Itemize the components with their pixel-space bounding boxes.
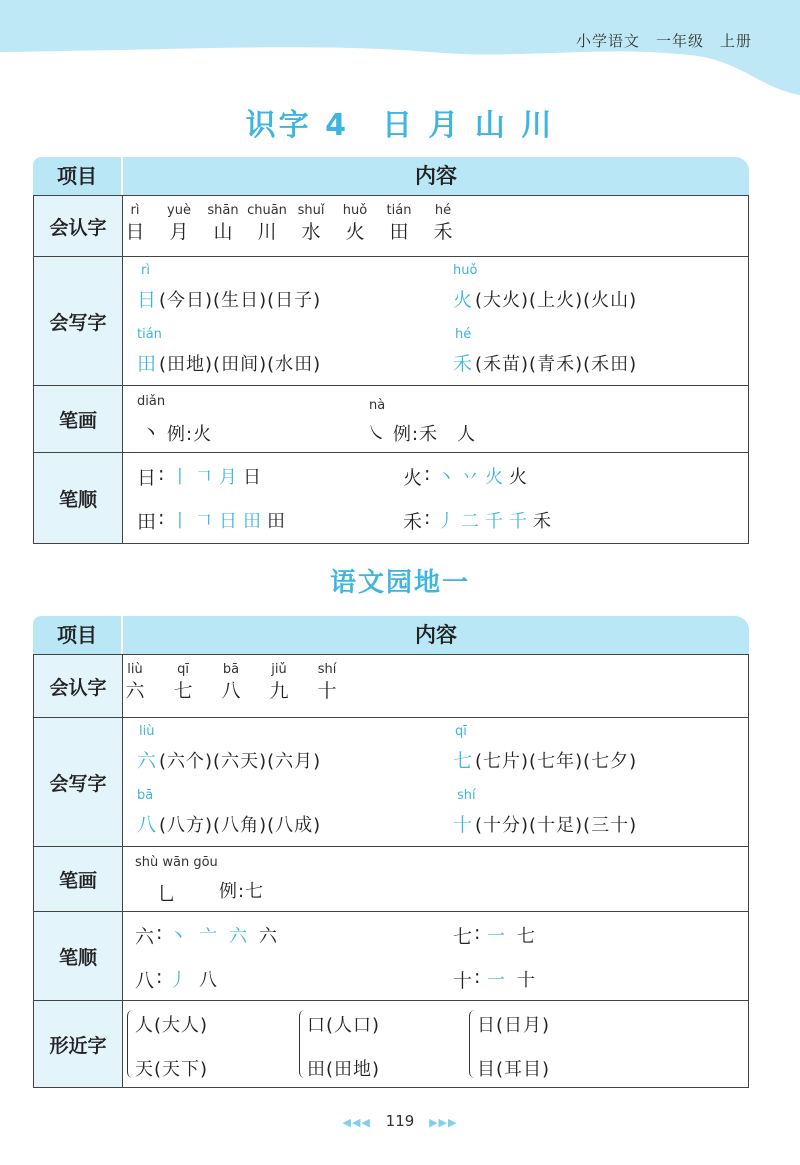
stroke-step: 火 [485,467,503,488]
stroke-step: 六 [229,926,247,947]
stroke-step: 日 [243,467,261,488]
similar-word: 口(人口) [307,1015,381,1036]
read-char: 六 [125,680,145,702]
order-separator: : [474,966,481,988]
pinyin: diǎn [137,394,166,409]
stroke-step: 二 [461,511,479,532]
section2-title: 语文园地一 [329,568,470,598]
page-footer [0,1112,800,1130]
table-row-order [34,452,748,543]
read-chars [123,655,748,717]
read-char: 九 [269,680,289,702]
read-char-pair [307,661,347,703]
similar-chars [123,1001,748,1087]
stroke-step: 一 [487,926,505,947]
row-label: 会写字 [34,718,123,846]
order-separator: : [474,922,481,944]
read-char-pair [247,202,287,244]
read-chars [123,196,748,256]
read-char-pair [423,202,463,244]
pinyin: jiǔ [271,662,287,677]
pinyin: hé [434,203,452,218]
order-separator: : [158,463,165,485]
table-row-similar [34,1000,748,1087]
stroke-step: 七 [517,926,535,947]
row-label: 笔画 [34,386,123,452]
stroke-step: 田 [243,511,261,532]
word-list: (田地)(田间)(水田) [159,354,322,375]
similar-word: 人(大人) [135,1015,209,1036]
read-char-pair [203,202,243,244]
stroke-step: 日 [219,511,237,532]
read-char: 禾 [433,221,453,243]
pinyin: shuǐ [297,203,325,218]
stroke-example: 例:禾 人 [393,424,477,445]
stroke-step: 千 [509,511,527,532]
row-label: 笔顺 [34,453,123,543]
column-header-content: 内容 [123,616,749,654]
table-header [33,616,749,654]
stroke-step: 六 [259,926,277,947]
stroke-order [123,453,748,543]
order-char: 六 [135,926,155,948]
pinyin: tián [386,203,412,218]
pinyin: qī [177,662,189,677]
pinyin: shí [457,788,476,803]
stroke-glyph: 乚 [157,883,177,905]
pinyin: yuè [167,203,191,218]
write-char: 十 [453,814,473,836]
pinyin: nà [369,398,386,413]
stroke-step: 田 [267,511,285,532]
stroke-step: 丶 [437,467,455,488]
stroke-step: 千 [485,511,503,532]
order-char: 日 [137,467,157,489]
read-char: 火 [345,221,365,243]
pinyin: liù [127,662,143,677]
order-separator: : [156,922,163,944]
stroke-step: 丷 [461,467,479,488]
stroke-step: 丨 [171,511,189,532]
similar-word: 天(天下) [135,1059,209,1080]
arrow-right-icon: ▶▶▶ [429,1116,458,1129]
table-row-write [34,717,748,846]
row-label: 形近字 [34,1001,123,1087]
stroke-step: 火 [509,467,527,488]
write-char: 田 [137,353,157,375]
pinyin: bā [222,662,240,677]
stroke-step: 禾 [533,511,551,532]
stroke-glyph: ㇏ [367,422,387,444]
column-header-item: 项目 [33,157,121,195]
pinyin: liù [139,724,155,739]
stroke-step: 丿 [169,970,187,991]
stroke-example: 例:七 [219,881,265,902]
stroke-step: 十 [517,970,535,991]
pinyin: bā [137,788,154,803]
table-row-write [34,256,748,385]
word-list: (八方)(八角)(八成) [159,815,322,836]
stroke-step: 亠 [199,926,217,947]
pinyin: tián [137,327,162,342]
word-list: (十分)(十足)(三十) [475,815,638,836]
row-label: 会认字 [34,196,123,256]
read-char-pair [115,661,155,703]
row-label: 会认字 [34,655,123,717]
book-header: 小学语文 一年级 上册 [575,32,752,50]
pinyin: rì [141,263,150,278]
stroke-step: 丿 [437,511,455,532]
read-char: 十 [317,680,337,702]
table-row-stroke [34,846,748,911]
stroke-items [123,847,748,911]
row-label: 会写字 [34,257,123,385]
pinyin: qī [455,724,467,739]
write-char: 七 [453,750,473,772]
read-char: 川 [257,221,277,243]
stroke-items [123,386,748,452]
pinyin: rì [130,203,140,218]
page-number: 119 [385,1112,415,1130]
table-row-order [34,911,748,1000]
order-char: 火 [403,467,423,489]
write-items [123,718,748,846]
read-char: 日 [125,221,145,243]
stroke-example: 例:火 [167,424,213,445]
read-char: 山 [213,221,233,243]
write-char: 禾 [453,353,473,375]
write-items [123,257,748,385]
order-char: 七 [453,926,473,948]
arrow-left-icon: ◀◀◀ [342,1116,371,1129]
write-char: 日 [137,289,157,311]
order-char: 禾 [403,511,423,533]
pinyin: shù wān gōu [135,855,218,870]
stroke-step: 丶 [169,926,187,947]
write-char: 六 [137,750,157,772]
read-char: 七 [173,680,193,702]
read-char-pair [115,202,155,244]
section1-title: 识字 4 日 月 山 川 [245,108,555,143]
table-row-stroke [34,385,748,452]
order-separator: : [424,463,431,485]
read-char-pair [211,661,251,703]
pinyin: hé [455,327,472,342]
similar-word: 目(耳目) [477,1059,551,1080]
stroke-step: 丨 [171,467,189,488]
order-char: 八 [135,970,155,992]
write-char: 八 [137,814,157,836]
read-char-pair [163,661,203,703]
row-label: 笔画 [34,847,123,911]
stroke-order [123,912,748,1000]
pinyin: huǒ [342,203,368,218]
pinyin: chuān [247,203,287,218]
pinyin: shān [207,203,239,218]
word-list: (七片)(七年)(七夕) [475,751,638,772]
order-char: 十 [453,970,473,992]
read-char-pair [259,661,299,703]
word-list: (今日)(生日)(日子) [159,290,322,311]
column-header-item: 项目 [33,616,121,654]
word-list: (大火)(上火)(火山) [475,290,638,311]
table-header [33,157,749,195]
similar-word: 田(田地) [307,1059,381,1080]
table-row-read [34,655,748,717]
read-char-pair [335,202,375,244]
read-char-pair [159,202,199,244]
write-char: 火 [453,289,473,311]
read-char-pair [291,202,331,244]
order-separator: : [158,507,165,529]
read-char: 水 [301,221,321,243]
section1-table [33,157,749,544]
order-separator: : [156,966,163,988]
section2-table [33,616,749,1088]
stroke-step: 八 [199,970,217,991]
read-char: 八 [221,680,241,702]
similar-word: 日(日月) [477,1015,551,1036]
order-separator: : [424,507,431,529]
stroke-glyph: 丶 [141,422,161,444]
stroke-step: 𠃍 [195,467,213,488]
pinyin: shí [317,662,337,677]
read-char: 田 [389,221,409,243]
table-row-read [34,196,748,256]
read-char: 月 [169,221,189,243]
word-list: (六个)(六天)(六月) [159,751,322,772]
stroke-step: 𠃍 [195,511,213,532]
order-char: 田 [137,511,157,533]
read-char-pair [379,202,419,244]
stroke-step: 一 [487,970,505,991]
stroke-step: 月 [219,467,237,488]
column-header-content: 内容 [123,157,749,195]
word-list: (禾苗)(青禾)(禾田) [475,354,638,375]
row-label: 笔顺 [34,912,123,1000]
pinyin: huǒ [453,263,478,278]
